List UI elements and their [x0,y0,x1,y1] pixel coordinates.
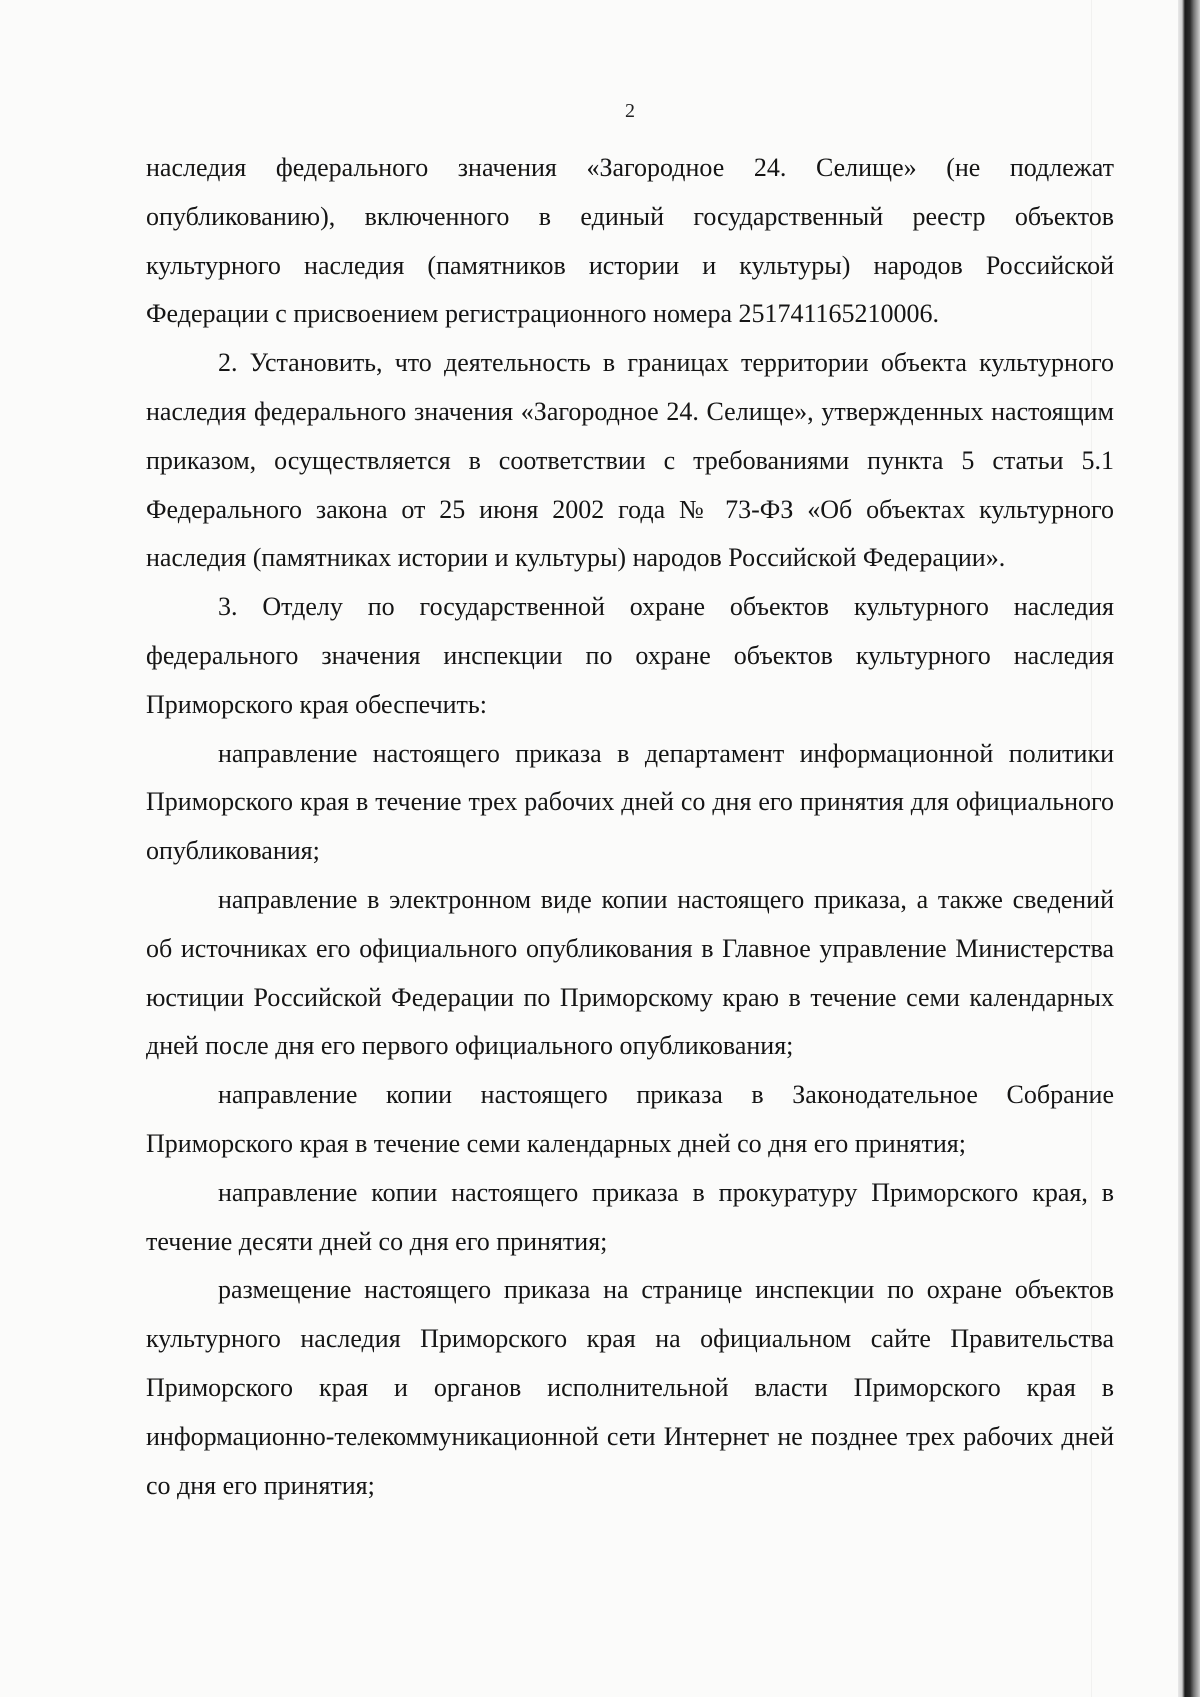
paragraph-subitem-legislative-assembly: направление копии настоящего приказа в Законодательное Собрание Приморского края в течение семи календарных дней со дня его принятия; [146,1080,1114,1158]
paragraph-subitem-prosecutor: направление копии настоящего приказа в прокуратуру Приморского края, в течение десяти дней со дня его принятия; [146,1177,1114,1256]
paragraph-item-2: 2. Установить, что деятельность в границах территории объекта культурного наследия федерального значения «Загородное 24. Селище», утвержденных настоящим приказом, осуществляется в соответствии с требованиями пункта 5 статьи 5.1 Федерального закона от 25 июня 2002 года № 73-ФЗ «Об объектах культурного наследия (памятниках истории и культуры) народов Российской Федерации». [146,348,1114,573]
paragraph-subitem-website: размещение настоящего приказа на странице инспекции по охране объектов культурного наследия Приморского края на официальном сайте Правительства Приморского края и органов исполнительной власти Приморского края в информационно-телекоммуникационной сети Интернет не позднее трех рабочих дней со дня его принятия; [146,1275,1114,1500]
paragraph-continuation: наследия федерального значения «Загородное 24. Селище» (не подлежат опубликованию), включенного в единый государственный реестр объектов культурного наследия (памятников истории и культуры) народов Российской Федерации с присвоением регистрационного номера 251741165210006. [146,153,1114,329]
document-body [146,144,1114,1510]
paragraph-subitem-justice-ministry: направление в электронном виде копии настоящего приказа, а также сведений об источниках его официального опубликования в Главное управление Министерства юстиции Российской Федерации по Приморскому краю в течение семи календарных дней после дня его первого официального опубликования; [146,884,1114,1061]
paragraph-subitem-publication: направление настоящего приказа в департамент информационной политики Приморского края в течение трех рабочих дней со дня его принятия для официального опубликования; [146,738,1114,866]
scan-edge-shadow [1178,0,1200,1697]
paragraph-item-3: 3. Отделу по государственной охране объектов культурного наследия федерального значения инспекции по охране объектов культурного наследия Приморского края обеспечить: [146,592,1114,719]
page-number: 2 [625,100,635,122]
